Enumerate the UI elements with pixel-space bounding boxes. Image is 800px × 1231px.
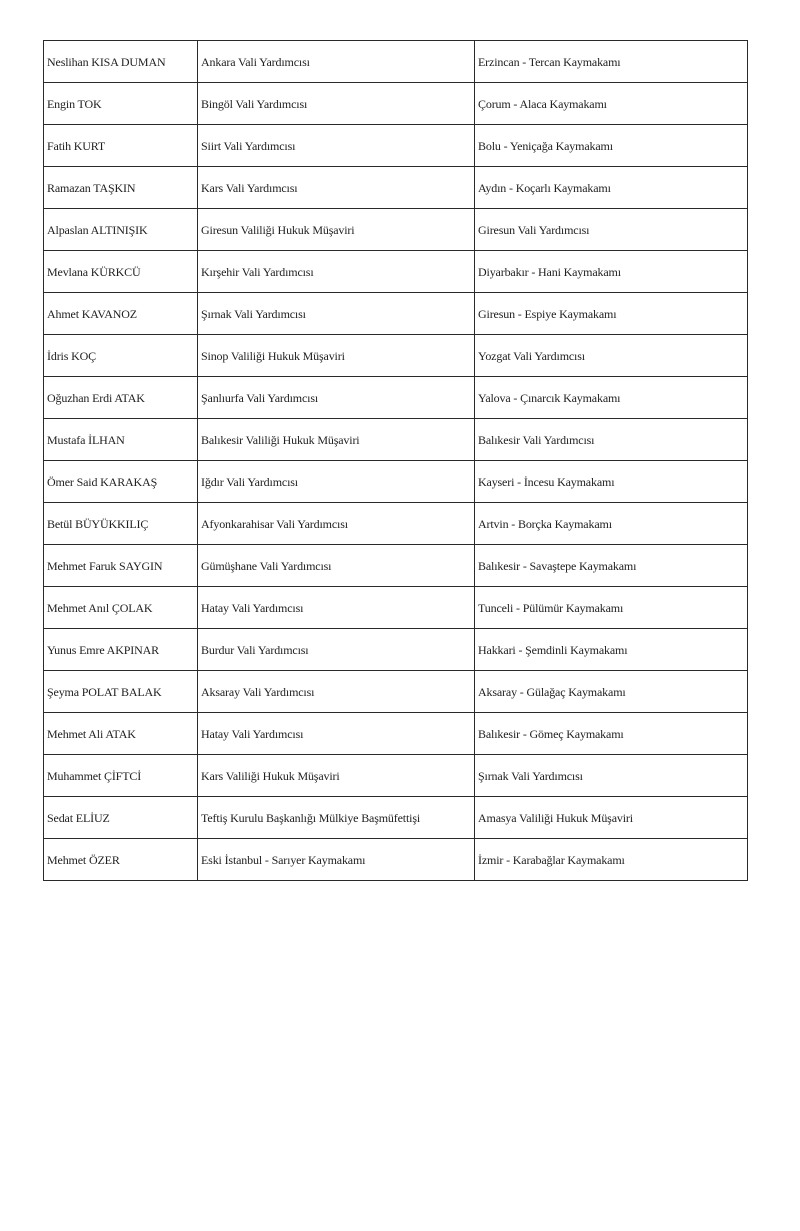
table-row: [44, 419, 748, 461]
current-post-cell: Eski İstanbul - Sarıyer Kaymakamı: [198, 839, 475, 881]
new-post-cell: Giresun Vali Yardımcısı: [475, 209, 748, 251]
person-name-cell: Yunus Emre AKPINAR: [44, 629, 198, 671]
table-row: [44, 503, 748, 545]
current-post-cell: Şırnak Vali Yardımcısı: [198, 293, 475, 335]
new-post-cell: Amasya Valiliği Hukuk Müşaviri: [475, 797, 748, 839]
person-name-cell: Mehmet Faruk SAYGIN: [44, 545, 198, 587]
current-post-cell: Kars Valiliği Hukuk Müşaviri: [198, 755, 475, 797]
new-post-cell: Aksaray - Gülağaç Kaymakamı: [475, 671, 748, 713]
current-post-cell: Aksaray Vali Yardımcısı: [198, 671, 475, 713]
person-name-cell: Ramazan TAŞKIN: [44, 167, 198, 209]
table-row: [44, 629, 748, 671]
person-name-cell: Muhammet ÇİFTCİ: [44, 755, 198, 797]
new-post-cell: Balıkesir - Savaştepe Kaymakamı: [475, 545, 748, 587]
current-post-cell: Şanlıurfa Vali Yardımcısı: [198, 377, 475, 419]
table-row: [44, 125, 748, 167]
current-post-cell: Sinop Valiliği Hukuk Müşaviri: [198, 335, 475, 377]
new-post-cell: Kayseri - İncesu Kaymakamı: [475, 461, 748, 503]
table-row: [44, 41, 748, 83]
new-post-cell: Balıkesir - Gömeç Kaymakamı: [475, 713, 748, 755]
person-name-cell: Sedat ELİUZ: [44, 797, 198, 839]
table-row: [44, 83, 748, 125]
current-post-cell: Afyonkarahisar Vali Yardımcısı: [198, 503, 475, 545]
table-row: [44, 167, 748, 209]
new-post-cell: Yalova - Çınarcık Kaymakamı: [475, 377, 748, 419]
person-name-cell: Mehmet Ali ATAK: [44, 713, 198, 755]
current-post-cell: Bingöl Vali Yardımcısı: [198, 83, 475, 125]
person-name-cell: Mevlana KÜRKCÜ: [44, 251, 198, 293]
new-post-cell: Bolu - Yeniçağa Kaymakamı: [475, 125, 748, 167]
new-post-cell: Erzincan - Tercan Kaymakamı: [475, 41, 748, 83]
current-post-cell: Giresun Valiliği Hukuk Müşaviri: [198, 209, 475, 251]
table-row: [44, 797, 748, 839]
current-post-cell: Ankara Vali Yardımcısı: [198, 41, 475, 83]
appointments-table: [43, 40, 748, 881]
table-row: [44, 839, 748, 881]
current-post-cell: Iğdır Vali Yardımcısı: [198, 461, 475, 503]
new-post-cell: Çorum - Alaca Kaymakamı: [475, 83, 748, 125]
current-post-cell: Kırşehir Vali Yardımcısı: [198, 251, 475, 293]
table-row: [44, 713, 748, 755]
person-name-cell: Ömer Said KARAKAŞ: [44, 461, 198, 503]
current-post-cell: Hatay Vali Yardımcısı: [198, 587, 475, 629]
table-row: [44, 755, 748, 797]
new-post-cell: Diyarbakır - Hani Kaymakamı: [475, 251, 748, 293]
appointments-table-body: [44, 41, 748, 881]
person-name-cell: Fatih KURT: [44, 125, 198, 167]
new-post-cell: Balıkesir Vali Yardımcısı: [475, 419, 748, 461]
new-post-cell: Hakkari - Şemdinli Kaymakamı: [475, 629, 748, 671]
current-post-cell: Balıkesir Valiliği Hukuk Müşaviri: [198, 419, 475, 461]
new-post-cell: Giresun - Espiye Kaymakamı: [475, 293, 748, 335]
current-post-cell: Siirt Vali Yardımcısı: [198, 125, 475, 167]
person-name-cell: Betül BÜYÜKKILIÇ: [44, 503, 198, 545]
person-name-cell: Alpaslan ALTINIŞIK: [44, 209, 198, 251]
current-post-cell: Burdur Vali Yardımcısı: [198, 629, 475, 671]
person-name-cell: Engin TOK: [44, 83, 198, 125]
current-post-cell: Teftiş Kurulu Başkanlığı Mülkiye Başmüfettişi: [198, 797, 475, 839]
person-name-cell: Mehmet ÖZER: [44, 839, 198, 881]
new-post-cell: Tunceli - Pülümür Kaymakamı: [475, 587, 748, 629]
person-name-cell: Şeyma POLAT BALAK: [44, 671, 198, 713]
person-name-cell: Oğuzhan Erdi ATAK: [44, 377, 198, 419]
table-row: [44, 335, 748, 377]
table-row: [44, 671, 748, 713]
person-name-cell: İdris KOÇ: [44, 335, 198, 377]
person-name-cell: Ahmet KAVANOZ: [44, 293, 198, 335]
new-post-cell: Artvin - Borçka Kaymakamı: [475, 503, 748, 545]
table-row: [44, 293, 748, 335]
table-row: [44, 209, 748, 251]
person-name-cell: Neslihan KISA DUMAN: [44, 41, 198, 83]
current-post-cell: Hatay Vali Yardımcısı: [198, 713, 475, 755]
new-post-cell: Yozgat Vali Yardımcısı: [475, 335, 748, 377]
new-post-cell: İzmir - Karabağlar Kaymakamı: [475, 839, 748, 881]
table-row: [44, 377, 748, 419]
person-name-cell: Mehmet Anıl ÇOLAK: [44, 587, 198, 629]
person-name-cell: Mustafa İLHAN: [44, 419, 198, 461]
new-post-cell: Aydın - Koçarlı Kaymakamı: [475, 167, 748, 209]
table-row: [44, 251, 748, 293]
table-row: [44, 587, 748, 629]
table-row: [44, 461, 748, 503]
current-post-cell: Kars Vali Yardımcısı: [198, 167, 475, 209]
current-post-cell: Gümüşhane Vali Yardımcısı: [198, 545, 475, 587]
new-post-cell: Şırnak Vali Yardımcısı: [475, 755, 748, 797]
table-row: [44, 545, 748, 587]
